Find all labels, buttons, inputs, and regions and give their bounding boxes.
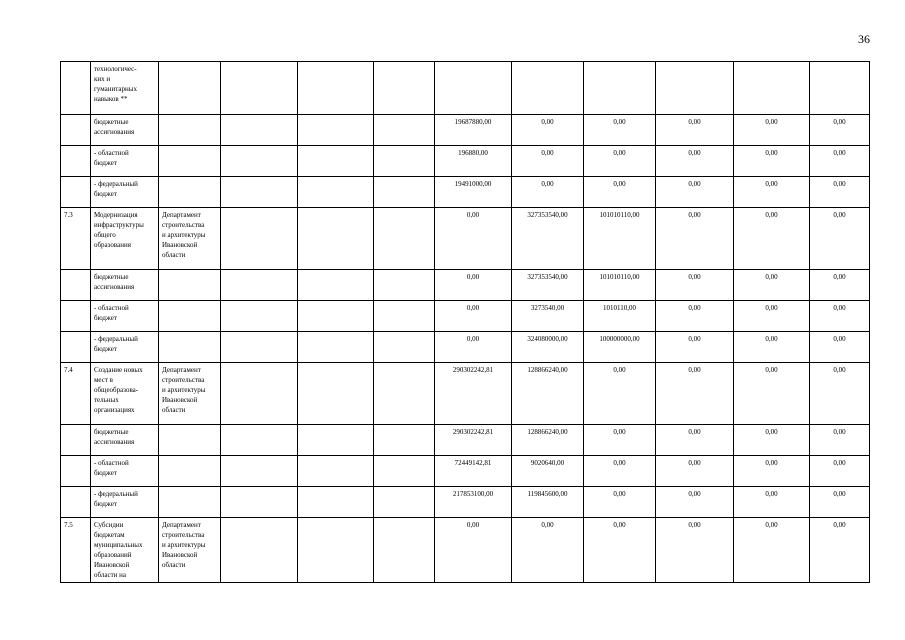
row-name-cell: - федеральный бюджет bbox=[91, 332, 159, 363]
amount-cell: 0,00 bbox=[435, 270, 512, 301]
empty-cell bbox=[298, 115, 374, 146]
amount-cell: 119845600,00 bbox=[512, 487, 584, 518]
amount-cell: 19491000,00 bbox=[435, 177, 512, 208]
budget-table bbox=[60, 61, 870, 583]
amount-cell: 128866240,00 bbox=[512, 425, 584, 456]
amount-cell bbox=[734, 62, 810, 115]
amount-cell: 0,00 bbox=[734, 208, 810, 270]
row-name-cell: Модернизация инфраструктуры общего образования bbox=[91, 208, 159, 270]
empty-cell bbox=[298, 208, 374, 270]
amount-cell: 324080000,00 bbox=[512, 332, 584, 363]
table-row bbox=[61, 62, 870, 115]
empty-cell bbox=[298, 518, 374, 583]
empty-cell bbox=[374, 177, 435, 208]
empty-cell bbox=[298, 301, 374, 332]
row-number-cell bbox=[61, 456, 91, 487]
row-number-cell bbox=[61, 177, 91, 208]
amount-cell: 0,00 bbox=[656, 363, 734, 425]
row-name-cell: - областной бюджет bbox=[91, 146, 159, 177]
amount-cell: 0,00 bbox=[810, 425, 870, 456]
executor-cell bbox=[159, 62, 221, 115]
amount-cell bbox=[656, 62, 734, 115]
row-number-cell bbox=[61, 270, 91, 301]
amount-cell: 0,00 bbox=[810, 301, 870, 332]
table-row bbox=[61, 487, 870, 518]
amount-cell: 0,00 bbox=[656, 487, 734, 518]
amount-cell: 0,00 bbox=[810, 487, 870, 518]
executor-cell bbox=[159, 301, 221, 332]
amount-cell: 0,00 bbox=[656, 425, 734, 456]
row-number-cell: 7.5 bbox=[61, 518, 91, 583]
row-number-cell bbox=[61, 332, 91, 363]
empty-cell bbox=[298, 332, 374, 363]
amount-cell: 0,00 bbox=[512, 177, 584, 208]
executor-cell bbox=[159, 177, 221, 208]
amount-cell: 0,00 bbox=[810, 456, 870, 487]
amount-cell: 0,00 bbox=[734, 270, 810, 301]
empty-cell bbox=[298, 177, 374, 208]
amount-cell: 0,00 bbox=[810, 332, 870, 363]
row-name-cell: бюджетные ассигнования bbox=[91, 115, 159, 146]
amount-cell: 72449142,81 bbox=[435, 456, 512, 487]
amount-cell: 0,00 bbox=[512, 146, 584, 177]
amount-cell: 0,00 bbox=[584, 487, 656, 518]
amount-cell: 0,00 bbox=[512, 115, 584, 146]
row-name-cell: Субсидии бюджетам муниципальных образований Ивановской области на bbox=[91, 518, 159, 583]
amount-cell: 0,00 bbox=[656, 115, 734, 146]
amount-cell: 0,00 bbox=[512, 518, 584, 583]
row-number-cell: 7.3 bbox=[61, 208, 91, 270]
row-name-cell: - федеральный бюджет bbox=[91, 177, 159, 208]
amount-cell: 0,00 bbox=[810, 115, 870, 146]
empty-cell bbox=[374, 270, 435, 301]
amount-cell: 327353540,00 bbox=[512, 208, 584, 270]
amount-cell: 217853100,00 bbox=[435, 487, 512, 518]
table-row bbox=[61, 425, 870, 456]
executor-cell: Департамент строительства и архитектуры Ивановской области bbox=[159, 363, 221, 425]
executor-cell bbox=[159, 146, 221, 177]
row-number-cell bbox=[61, 301, 91, 332]
table-row bbox=[61, 363, 870, 425]
row-name-cell: - областной бюджет bbox=[91, 456, 159, 487]
amount-cell: 0,00 bbox=[810, 270, 870, 301]
empty-cell bbox=[374, 363, 435, 425]
empty-cell bbox=[221, 146, 298, 177]
empty-cell bbox=[221, 487, 298, 518]
empty-cell bbox=[374, 301, 435, 332]
amount-cell: 0,00 bbox=[435, 208, 512, 270]
executor-cell bbox=[159, 425, 221, 456]
amount-cell: 0,00 bbox=[734, 518, 810, 583]
amount-cell: 0,00 bbox=[656, 270, 734, 301]
amount-cell: 327353540,00 bbox=[512, 270, 584, 301]
empty-cell bbox=[298, 62, 374, 115]
empty-cell bbox=[221, 363, 298, 425]
amount-cell: 0,00 bbox=[656, 456, 734, 487]
amount-cell: 196880,00 bbox=[435, 146, 512, 177]
amount-cell: 0,00 bbox=[584, 115, 656, 146]
amount-cell: 100000000,00 bbox=[584, 332, 656, 363]
empty-cell bbox=[374, 146, 435, 177]
amount-cell: 19687880,00 bbox=[435, 115, 512, 146]
amount-cell: 0,00 bbox=[584, 177, 656, 208]
empty-cell bbox=[298, 270, 374, 301]
empty-cell bbox=[221, 115, 298, 146]
amount-cell: 0,00 bbox=[584, 146, 656, 177]
amount-cell: 0,00 bbox=[734, 456, 810, 487]
amount-cell: 0,00 bbox=[734, 363, 810, 425]
empty-cell bbox=[298, 487, 374, 518]
amount-cell: 0,00 bbox=[810, 518, 870, 583]
empty-cell bbox=[374, 62, 435, 115]
empty-cell bbox=[374, 518, 435, 583]
row-name-cell: - областной бюджет bbox=[91, 301, 159, 332]
amount-cell: 0,00 bbox=[435, 332, 512, 363]
row-name-cell: - федеральный бюджет bbox=[91, 487, 159, 518]
amount-cell: 0,00 bbox=[810, 177, 870, 208]
table-row bbox=[61, 177, 870, 208]
empty-cell bbox=[221, 62, 298, 115]
amount-cell bbox=[810, 62, 870, 115]
executor-cell: Департамент строительства и архитектуры Ивановской области bbox=[159, 208, 221, 270]
empty-cell bbox=[221, 332, 298, 363]
amount-cell: 128866240,00 bbox=[512, 363, 584, 425]
amount-cell: 0,00 bbox=[734, 177, 810, 208]
amount-cell: 0,00 bbox=[734, 115, 810, 146]
amount-cell: 0,00 bbox=[656, 146, 734, 177]
executor-cell bbox=[159, 487, 221, 518]
amount-cell: 0,00 bbox=[656, 332, 734, 363]
table-body bbox=[61, 62, 870, 583]
amount-cell: 0,00 bbox=[584, 456, 656, 487]
amount-cell: 0,00 bbox=[734, 146, 810, 177]
row-name-cell: Создание новых мест в общеобразова- тельных организациях bbox=[91, 363, 159, 425]
amount-cell bbox=[584, 62, 656, 115]
executor-cell bbox=[159, 456, 221, 487]
amount-cell: 9020640,00 bbox=[512, 456, 584, 487]
table-row bbox=[61, 115, 870, 146]
row-name-cell: бюджетные ассигнования bbox=[91, 425, 159, 456]
table-row bbox=[61, 301, 870, 332]
amount-cell: 0,00 bbox=[656, 301, 734, 332]
amount-cell bbox=[435, 62, 512, 115]
table-row bbox=[61, 270, 870, 301]
page-number: 36 bbox=[858, 32, 870, 46]
row-number-cell bbox=[61, 487, 91, 518]
amount-cell: 290302242,81 bbox=[435, 425, 512, 456]
empty-cell bbox=[374, 332, 435, 363]
amount-cell: 0,00 bbox=[435, 301, 512, 332]
amount-cell: 3273540,00 bbox=[512, 301, 584, 332]
empty-cell bbox=[298, 363, 374, 425]
row-number-cell: 7.4 bbox=[61, 363, 91, 425]
amount-cell: 101010110,00 bbox=[584, 270, 656, 301]
amount-cell: 0,00 bbox=[435, 518, 512, 583]
empty-cell bbox=[298, 146, 374, 177]
amount-cell: 0,00 bbox=[584, 363, 656, 425]
row-name-cell: бюджетные ассигнования bbox=[91, 270, 159, 301]
amount-cell: 0,00 bbox=[656, 518, 734, 583]
row-number-cell bbox=[61, 425, 91, 456]
empty-cell bbox=[298, 456, 374, 487]
executor-cell bbox=[159, 115, 221, 146]
amount-cell: 0,00 bbox=[734, 487, 810, 518]
row-number-cell bbox=[61, 146, 91, 177]
amount-cell: 0,00 bbox=[810, 208, 870, 270]
executor-cell bbox=[159, 332, 221, 363]
amount-cell: 0,00 bbox=[734, 332, 810, 363]
executor-cell bbox=[159, 270, 221, 301]
empty-cell bbox=[221, 177, 298, 208]
amount-cell: 290302242,81 bbox=[435, 363, 512, 425]
table-row bbox=[61, 208, 870, 270]
table-row bbox=[61, 518, 870, 583]
amount-cell: 101010110,00 bbox=[584, 208, 656, 270]
table-row bbox=[61, 332, 870, 363]
amount-cell: 0,00 bbox=[584, 425, 656, 456]
empty-cell bbox=[374, 425, 435, 456]
amount-cell bbox=[512, 62, 584, 115]
empty-cell bbox=[221, 518, 298, 583]
executor-cell: Департамент строительства и архитектуры Ивановской области bbox=[159, 518, 221, 583]
empty-cell bbox=[374, 456, 435, 487]
amount-cell: 0,00 bbox=[734, 301, 810, 332]
row-number-cell bbox=[61, 62, 91, 115]
table-row bbox=[61, 456, 870, 487]
empty-cell bbox=[221, 270, 298, 301]
amount-cell: 0,00 bbox=[656, 208, 734, 270]
table-row bbox=[61, 146, 870, 177]
empty-cell bbox=[221, 456, 298, 487]
amount-cell: 0,00 bbox=[810, 363, 870, 425]
empty-cell bbox=[374, 115, 435, 146]
amount-cell: 0,00 bbox=[810, 146, 870, 177]
empty-cell bbox=[221, 425, 298, 456]
row-name-cell: технологичес- ких и гуманитарных навыков ** bbox=[91, 62, 159, 115]
empty-cell bbox=[298, 425, 374, 456]
empty-cell bbox=[221, 301, 298, 332]
amount-cell: 0,00 bbox=[584, 518, 656, 583]
amount-cell: 0,00 bbox=[734, 425, 810, 456]
row-number-cell bbox=[61, 115, 91, 146]
amount-cell: 0,00 bbox=[656, 177, 734, 208]
amount-cell: 1010110,00 bbox=[584, 301, 656, 332]
empty-cell bbox=[374, 487, 435, 518]
empty-cell bbox=[221, 208, 298, 270]
empty-cell bbox=[374, 208, 435, 270]
